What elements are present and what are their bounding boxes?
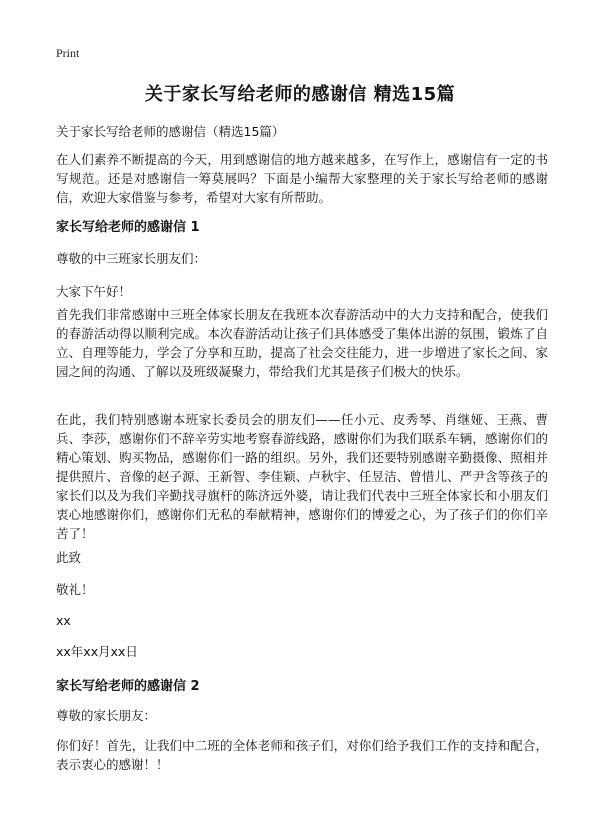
letter1-paragraph-2: 在此，我们特别感谢本班家长委员会的朋友们——任小元、皮秀琴、肖继娅、王燕、曹兵、李莎，感谢你们不辞辛劳实地考察春游线路，感谢你们为我们联系车辆，感谢你们的精心策划、购买物品，感谢你们一路的组织。另外，我们还要特别感谢辛勤摄像、照相并提供照片、音像的赵子源、王新智、李佳颖、卢秋宇、任昱洁、曾惜儿、严尹含等孩子的家长们以及为我们辛勤找寻旗杆的陈济远外婆，请让我们代表中三班全体家长和小朋友们衷心地感谢你们，感谢你们无私的奉献精神，感谢你们的博爱之心，为了孩子们的你们辛苦了！ <box>56 412 548 541</box>
letter2-paragraph-1: 你们好！首先，让我们中二班的全体老师和孩子们，对你们给予我们工作的支持和配合，表示衷心的感谢！！ <box>56 738 548 772</box>
letter1-salutation: 尊敬的中三班家长朋友们： <box>56 251 207 266</box>
subtitle: 关于家长写给老师的感谢信（精选15篇） <box>56 124 285 139</box>
letter1-closing-2: 敬礼！ <box>56 582 94 597</box>
letter1-heading: 家长写给老师的感谢信 1 <box>56 220 200 235</box>
letter1-signature: xx <box>56 613 71 628</box>
page-title: 关于家长写给老师的感谢信 精选15篇 <box>144 84 456 105</box>
letter1-paragraph-1: 首先我们非常感谢中三班全体家长朋友在我班本次春游活动中的大力支持和配合，使我们的春游活动得以顺利完成。本次春游活动让孩子们具体感受了集体出游的氛围，锻炼了自立、自理等能力，学会了分享和互助，提高了社会交往能力，进一步增进了家长之间、家园之间的沟通、了解以及班级凝聚力，带给我们尤其是孩子们极大的快乐。 <box>56 307 548 379</box>
letter1-greeting: 大家下午好！ <box>56 284 132 299</box>
letter2-salutation: 尊敬的家长朋友： <box>56 708 157 723</box>
letter1-date: xx年xx月xx日 <box>56 644 138 659</box>
letter1-closing-1: 此致 <box>56 550 82 565</box>
letter2-heading: 家长写给老师的感谢信 2 <box>56 679 200 694</box>
print-link[interactable]: Print <box>56 46 80 60</box>
intro-paragraph: 在人们素养不断提高的今天，用到感谢信的地方越来越多，在写作上，感谢信有一定的书写规范。还是对感谢信一筹莫展吗？下面是小编帮大家整理的关于家长写给老师的感谢信，欢迎大家借鉴与参考，希望对大家有所帮助。 <box>56 152 548 205</box>
